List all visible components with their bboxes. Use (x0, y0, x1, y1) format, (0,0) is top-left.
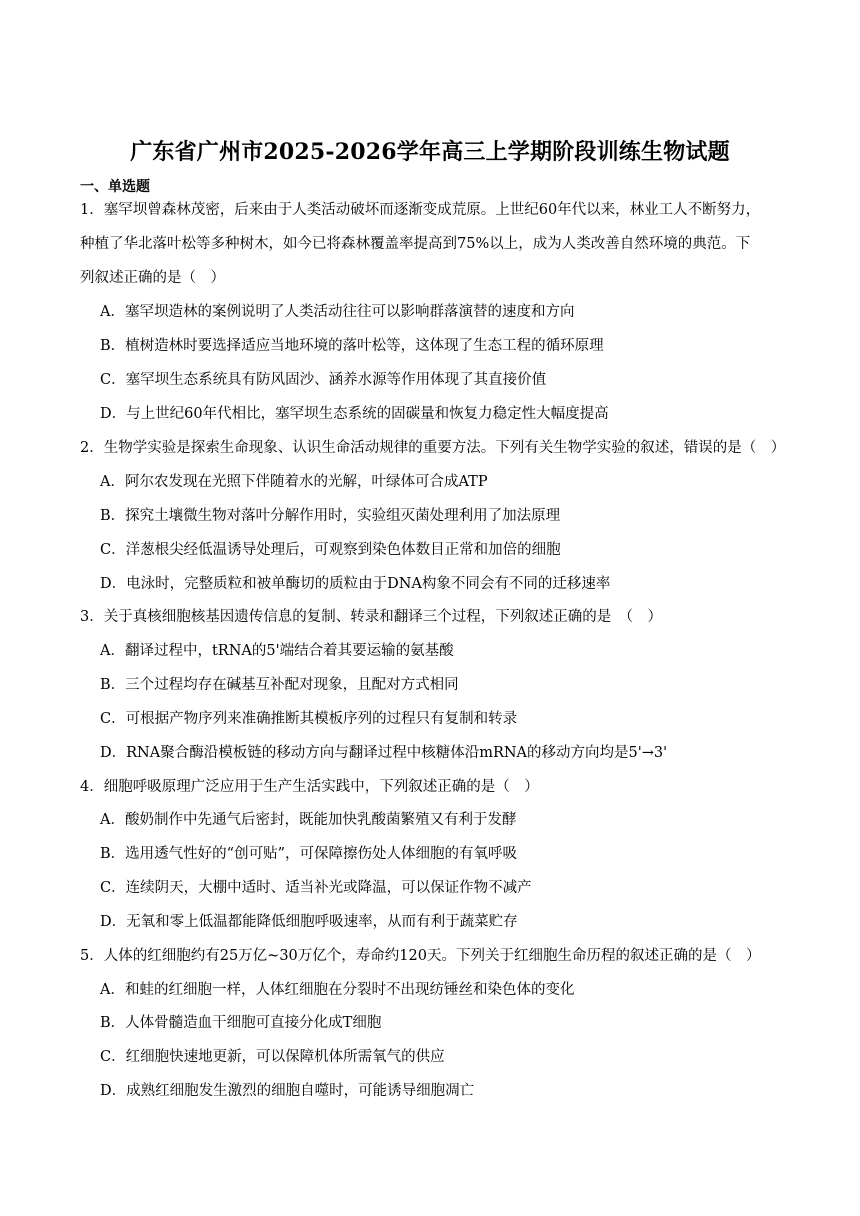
section-heading: 一、单选题 (80, 179, 150, 195)
question-3-stem-line-1: 3．关于真核细胞核基因遗传信息的复制、转录和翻译三个过程，下列叙述正确的是 （ ） (80, 609, 662, 625)
question-2-option-d: D．电泳时，完整质粒和被单酶切的质粒由于DNA构象不同会有不同的迁移速率 (100, 576, 611, 592)
question-1-option-c: C．塞罕坝生态系统具有防风固沙、涵养水源等作用体现了其直接价值 (100, 372, 547, 388)
question-2-stem-line-1: 2．生物学实验是探索生命现象、认识生命活动规律的重要方法。下列有关生物学实验的叙述，错误的是（ ） (80, 440, 786, 456)
question-2-option-c: C．洋葱根尖经低温诱导处理后，可观察到染色体数目正常和加倍的细胞 (100, 542, 561, 558)
question-1-option-b: B．植树造林时要选择适应当地环境的落叶松等，这体现了生态工程的循环原理 (100, 338, 604, 354)
question-1-option-d: D．与上世纪60年代相比，塞罕坝生态系统的固碳量和恢复力稳定性大幅度提高 (100, 406, 609, 422)
question-4-option-b: B．选用透气性好的“创可贴”，可保障擦伤处人体细胞的有氧呼吸 (100, 846, 517, 862)
question-2-option-a: A．阿尔农发现在光照下伴随着水的光解，叶绿体可合成ATP (100, 474, 488, 490)
question-5-option-d: D．成熟红细胞发生激烈的细胞自噬时，可能诱导细胞凋亡 (100, 1083, 475, 1099)
question-5-stem-line-1: 5．人体的红细胞约有25万亿~30万亿个，寿命约120天。下列关于红细胞生命历程的叙述正确的是（ ） (80, 948, 761, 964)
question-1-option-a: A．塞罕坝造林的案例说明了人类活动往往可以影响群落演替的速度和方向 (100, 304, 575, 320)
question-3-option-b: B．三个过程均存在碱基互补配对现象，且配对方式相同 (100, 677, 459, 693)
question-5-option-c: C．红细胞快速地更新，可以保障机体所需氧气的供应 (100, 1049, 445, 1065)
question-5-option-b: B．人体骨髓造血干细胞可直接分化成T细胞 (100, 1015, 382, 1031)
question-3-option-d: D．RNA聚合酶沿模板链的移动方向与翻译过程中核糖体沿mRNA的移动方向均是5'→3' (100, 745, 668, 761)
question-5-option-a: A．和蛙的红细胞一样，人体红细胞在分裂时不出现纺锤丝和染色体的变化 (100, 982, 575, 998)
question-2-option-b: B．探究土壤微生物对落叶分解作用时，实验组灭菌处理利用了加法原理 (100, 508, 561, 524)
question-3-option-c: C．可根据产物序列来准确推断其模板序列的过程只有复制和转录 (100, 711, 518, 727)
question-4-option-c: C．连续阴天，大棚中适时、适当补光或降温，可以保证作物不减产 (100, 880, 532, 896)
question-1-stem-line-2: 种植了华北落叶松等多种树木，如今已将森林覆盖率提高到75%以上，成为人类改善自然环境的典范。下 (80, 236, 751, 252)
question-3-option-a: A．翻译过程中，tRNA的5'端结合着其要运输的氨基酸 (100, 643, 454, 659)
question-4-option-d: D．无氧和零上低温都能降低细胞呼吸速率，从而有利于蔬菜贮存 (100, 914, 518, 930)
question-1-stem-line-1: 1．塞罕坝曾森林茂密，后来由于人类活动破坏而逐渐变成荒原。上世纪60年代以来，林业工人不断努力， (80, 202, 761, 218)
question-4-option-a: A．酸奶制作中先通气后密封，既能加快乳酸菌繁殖又有利于发酵 (100, 812, 517, 828)
question-4-stem-line-1: 4．细胞呼吸原理广泛应用于生产生活实践中，下列叙述正确的是（ ） (80, 779, 539, 795)
question-1-stem-line-3: 列叙述正确的是（ ） (80, 270, 225, 286)
page-title: 广东省广州市2025-2026学年高三上学期阶段训练生物试题 (130, 139, 730, 165)
